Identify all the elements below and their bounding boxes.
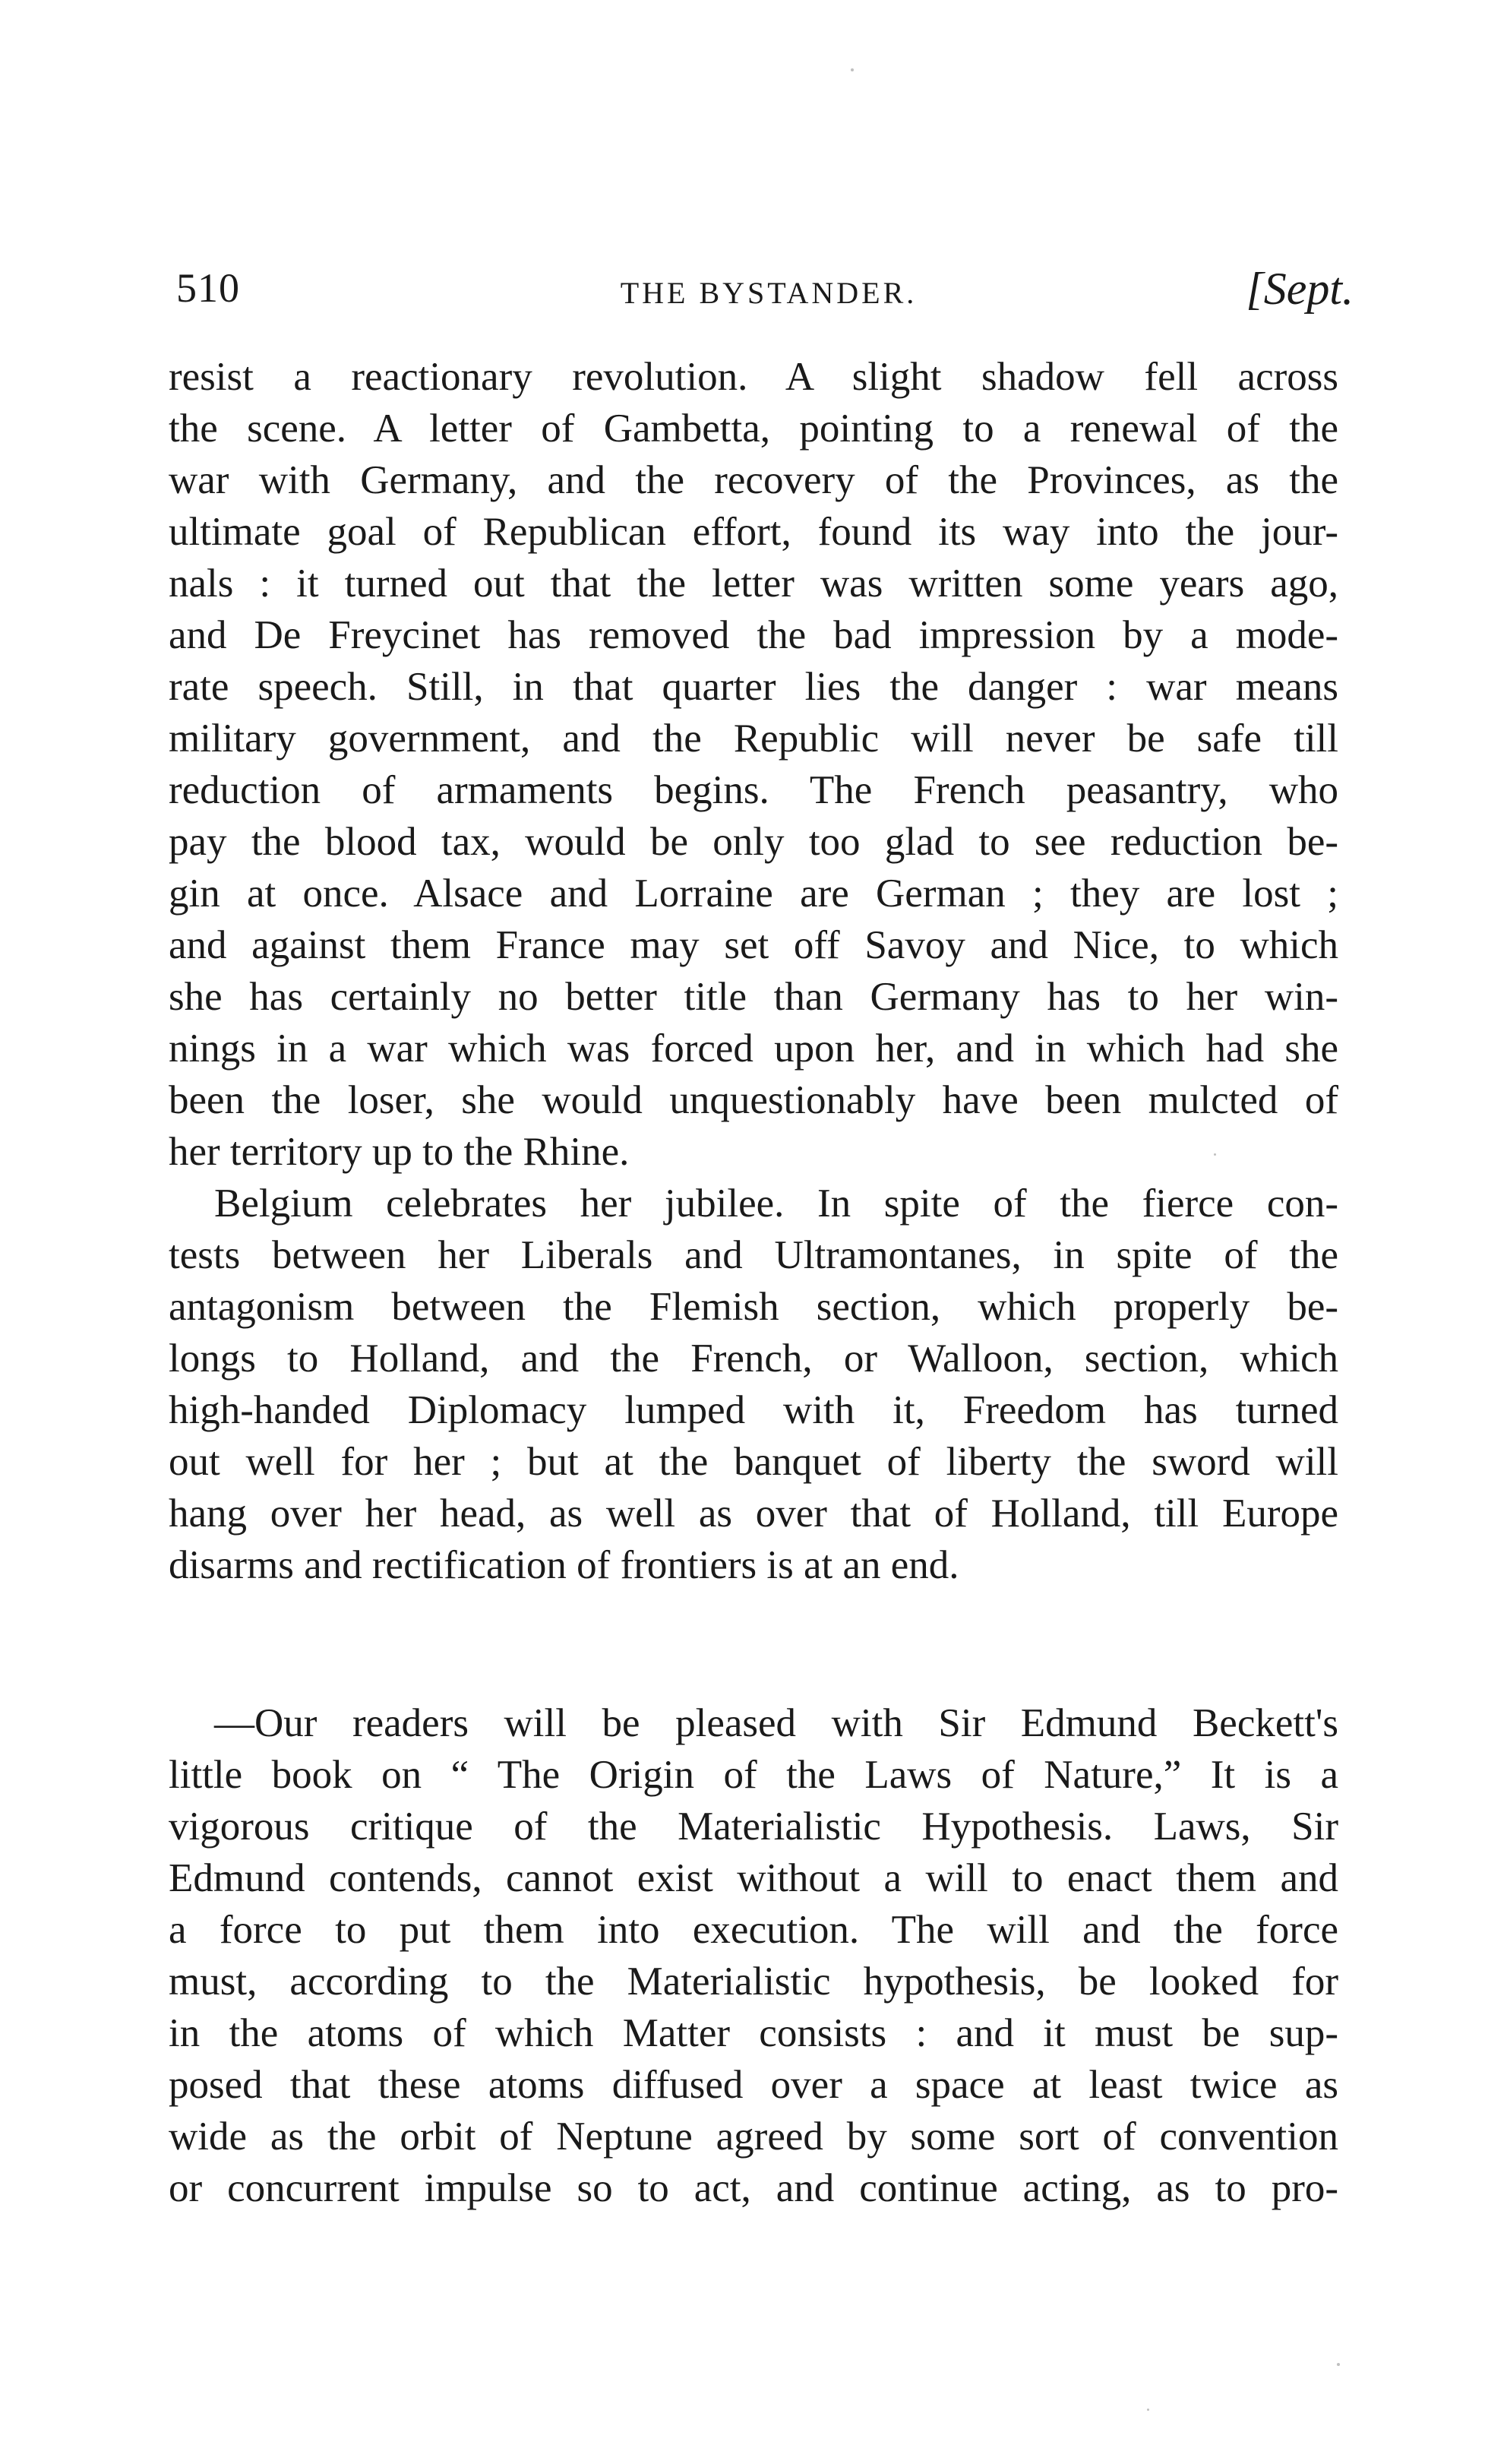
- text-line: Edmund contends, cannot exist without a will to enact them and: [169, 1856, 1338, 1900]
- text-line: hang over her head, as well as over that of Holland, till Europe: [169, 1491, 1338, 1536]
- running-title: THE BYSTANDER.: [620, 276, 918, 310]
- text-line: been the loser, she would unquestionably have been mulcted of: [169, 1078, 1338, 1122]
- page-number: 510: [176, 265, 240, 311]
- text-line: the scene. A letter of Gambetta, pointing to a renewal of the: [169, 406, 1338, 451]
- section-gap: [169, 1591, 1338, 1697]
- text-line: gin at once. Alsace and Lorraine are German ; they are lost ;: [169, 871, 1338, 916]
- paragraph-belgium: [169, 1178, 1338, 1591]
- paper-speck: [1337, 2363, 1340, 2366]
- text-line: antagonism between the Flemish section, which properly be-: [169, 1285, 1338, 1329]
- text-line: longs to Holland, and the French, or Walloon, section, which: [169, 1336, 1338, 1381]
- text-line: nals : it turned out that the letter was written some years ago,: [169, 561, 1338, 606]
- text-line: her territory up to the Rhine.: [169, 1130, 630, 1174]
- text-line: disarms and rectification of frontiers is at an end.: [169, 1543, 959, 1587]
- paper-speck: [1214, 1153, 1216, 1156]
- text-line: reduction of armaments begins. The French peasantry, who: [169, 768, 1338, 812]
- text-line: or concurrent impulse so to act, and continue acting, as to pro-: [169, 2166, 1338, 2210]
- text-line: ultimate goal of Republican effort, found its way into the jour-: [169, 510, 1338, 554]
- text-line: and De Freycinet has removed the bad impression by a mode-: [169, 613, 1338, 657]
- text-line: in the atoms of which Matter consists : and it must be sup-: [169, 2011, 1338, 2055]
- month-label: [Sept.: [1246, 264, 1354, 314]
- text-line: vigorous critique of the Materialistic Hypothesis. Laws, Sir: [169, 1805, 1338, 1849]
- page-header: [176, 249, 1361, 325]
- text-line: posed that these atoms diffused over a space at least twice as: [169, 2063, 1338, 2107]
- text-line: rate speech. Still, in that quarter lies the danger : war means: [169, 665, 1338, 709]
- text-line: military government, and the Republic will never be safe till: [169, 716, 1338, 761]
- text-line: tests between her Liberals and Ultramontanes, in spite of the: [169, 1233, 1338, 1277]
- paper-speck: [1147, 2409, 1149, 2411]
- text-line: out well for her ; but at the banquet of liberty the sword will: [169, 1440, 1338, 1484]
- text-line: pay the blood tax, would be only too glad to see reduction be-: [169, 820, 1338, 864]
- text-line: war with Germany, and the recovery of the Provinces, as the: [169, 458, 1338, 502]
- text-line: a force to put them into execution. The will and the force: [169, 1908, 1338, 1952]
- text-line: wide as the orbit of Neptune agreed by some sort of convention: [169, 2114, 1338, 2159]
- text-line: —Our readers will be pleased with Sir Edmund Beckett's: [214, 1701, 1338, 1745]
- body-text: [169, 351, 1338, 2214]
- text-line: she has certainly no better title than Germany has to her win-: [169, 975, 1338, 1019]
- text-line: high-handed Diplomacy lumped with it, Freedom has turned: [169, 1388, 1338, 1432]
- paragraph-beckett: [169, 1697, 1338, 2214]
- text-line: resist a reactionary revolution. A slight shadow fell across: [169, 355, 1338, 399]
- text-line: little book on “ The Origin of the Laws of Nature,” It is a: [169, 1753, 1338, 1797]
- text-line: and against them France may set off Savoy and Nice, to which: [169, 923, 1338, 967]
- text-line: must, according to the Materialistic hypothesis, be looked for: [169, 1959, 1338, 2004]
- paper-speck: [851, 68, 854, 71]
- text-line: nings in a war which was forced upon her, and in which had she: [169, 1026, 1338, 1071]
- text-line: Belgium celebrates her jubilee. In spite of the fierce con-: [214, 1181, 1338, 1226]
- paragraph-france: [169, 351, 1338, 1178]
